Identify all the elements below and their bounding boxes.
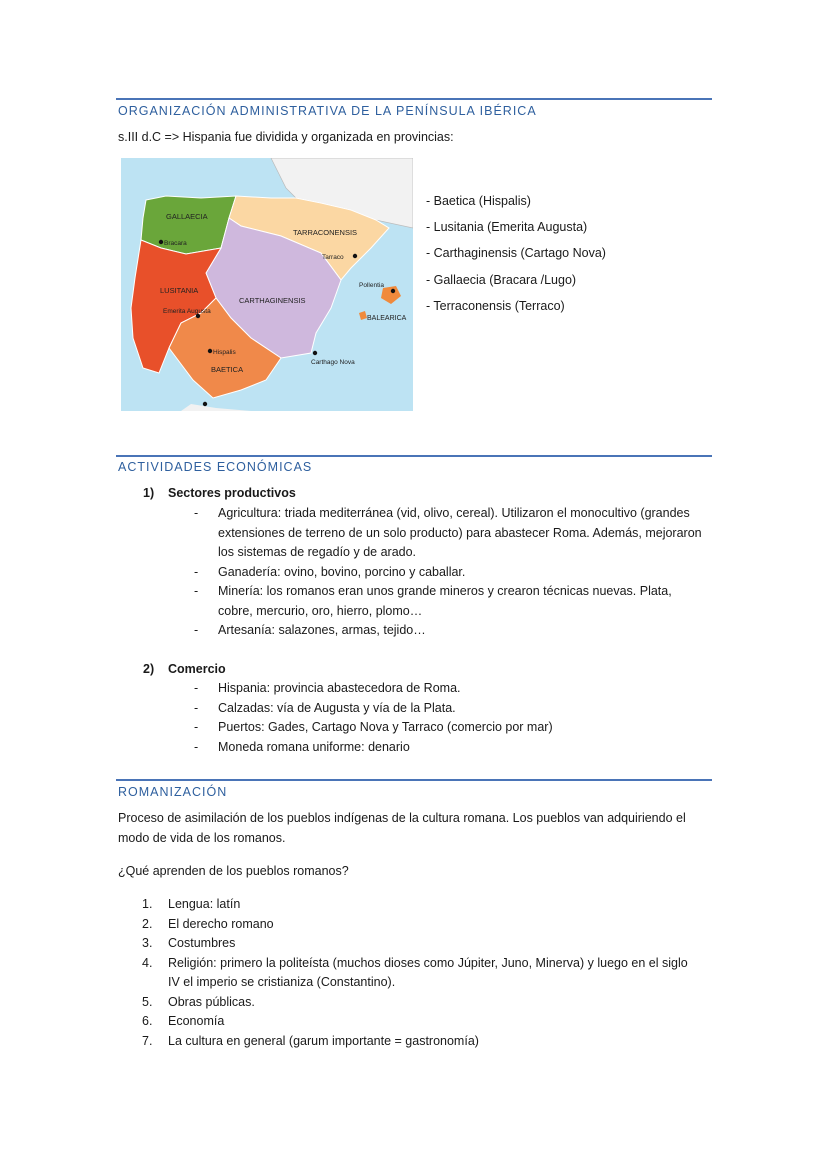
pollentia-dot [391, 289, 395, 293]
bullet-dash: - [194, 623, 199, 637]
mineria-line: Minería: los romanos eran unos grande mineros y crearon técnicas nuevas. Plata, [218, 584, 672, 598]
label-tarraconensis: TARRACONENSIS [293, 228, 358, 237]
comercio-item: Moneda romana uniforme: denario [218, 740, 410, 754]
map-svg [121, 158, 413, 411]
bullet-dash: - [194, 584, 199, 598]
ordered-number: 3. [142, 936, 153, 950]
province-item: - Gallaecia (Bracara /Lugo) [426, 272, 577, 287]
label-gallaecia: GALLAECIA [166, 212, 208, 221]
ordered-item: Religión: primero la politeísta (muchos dioses como Júpiter, Juno, Minerva) y luego en el siglo [168, 956, 688, 970]
ganaderia-line: Ganadería: ovino, bovino, porcino y caballar. [218, 565, 466, 579]
bullet-dash: - [194, 720, 199, 734]
hispania-provinces-map [121, 158, 413, 411]
hispalis-dot [208, 349, 212, 353]
label-tarraco: Tarraco [322, 254, 344, 261]
ordered-item: Obras públicas. [168, 995, 255, 1009]
ordered-number: 4. [142, 956, 153, 970]
comercio-item: Calzadas: vía de Augusta y vía de la Plata. [218, 701, 456, 715]
ordered-number: 2. [142, 917, 153, 931]
list-number: 1) [143, 486, 155, 500]
label-bracara: Bracara [164, 240, 187, 247]
agricultura-line: los sistemas de regadío y de arado. [218, 545, 417, 559]
label-hispalis: Hispalis [213, 349, 236, 356]
ordered-item: Lengua: latín [168, 897, 241, 911]
comercio-item: Puertos: Gades, Cartago Nova y Tarraco (comercio por mar) [218, 720, 553, 734]
province-item: - Carthaginensis (Cartago Nova) [426, 246, 606, 261]
bullet-dash: - [194, 506, 199, 520]
bullet-dash: - [194, 701, 199, 715]
label-baetica: BAETICA [211, 365, 244, 374]
ordered-item: Economía [168, 1014, 225, 1028]
section-heading-actividades: ACTIVIDADES ECONÓMICAS [118, 460, 313, 474]
label-emerita: Emerita Augusta [163, 308, 211, 315]
bracara-dot [159, 240, 163, 244]
list-number: 2) [143, 662, 155, 676]
label-carthaginensis: CARTHAGINENSIS [239, 296, 306, 305]
carthago-nova-dot [313, 351, 317, 355]
label-pollentia: Pollentia [359, 282, 384, 289]
intro-text: s.III d.C => Hispania fue dividida y organizada en provincias: [118, 130, 454, 144]
ordered-number: 5. [142, 995, 153, 1009]
romanizacion-paragraph: Proceso de asimilación de los pueblos indígenas de la cultura romana. Los pueblos van adquiriendo el [118, 811, 686, 825]
subheading-sectores: Sectores productivos [168, 486, 296, 500]
section-rule [116, 455, 712, 457]
province-item: - Baetica (Hispalis) [426, 194, 531, 208]
province-item: - Terraconensis (Terraco) [426, 298, 565, 313]
bullet-dash: - [194, 681, 199, 695]
label-balearica: BALEARICA [367, 315, 407, 322]
agricultura-line: Agricultura: triada mediterránea (vid, olivo, cereal). Utilizaron el monocultivo (grandes [218, 506, 690, 520]
section-rule [116, 98, 712, 100]
ordered-number: 7. [142, 1034, 153, 1048]
bullet-dash: - [194, 565, 199, 579]
ordered-number: 6. [142, 1014, 153, 1028]
province-item: - Lusitania (Emerita Augusta) [426, 220, 588, 235]
ordered-item: Costumbres [168, 936, 236, 950]
section-rule [116, 779, 712, 781]
agricultura-line: extensiones de terreno de un solo producto) para abastecer Roma. Además, mejoraron [218, 526, 702, 540]
section-heading-romanizacion: ROMANIZACIÓN [118, 785, 228, 799]
province-list [426, 188, 606, 319]
mineria-line: cobre, mercurio, oro, hierro, plomo… [218, 604, 423, 618]
ordered-number: 1. [142, 897, 153, 911]
ordered-item: La cultura en general (garum importante = gastronomía) [168, 1034, 479, 1048]
label-lusitania: LUSITANIA [160, 286, 199, 295]
gades-dot [203, 402, 207, 406]
tarraco-dot [353, 254, 357, 258]
label-carthago-nova: Carthago Nova [311, 359, 355, 366]
artesania-line: Artesanía: salazones, armas, tejido… [218, 623, 426, 637]
subheading-comercio: Comercio [168, 662, 226, 676]
question-text: ¿Qué aprenden de los pueblos romanos? [118, 864, 349, 878]
ordered-item: El derecho romano [168, 917, 274, 931]
romanizacion-paragraph: modo de vida de los romanos. [118, 831, 286, 845]
bullet-dash: - [194, 740, 199, 754]
section-heading-organizacion: ORGANIZACIÓN ADMINISTRATIVA DE LA PENÍNSULA IBÉRICA [118, 104, 537, 118]
ordered-item-continuation: IV el imperio se cristianiza (Constantino). [168, 975, 396, 989]
comercio-item: Hispania: provincia abastecedora de Roma. [218, 681, 461, 695]
